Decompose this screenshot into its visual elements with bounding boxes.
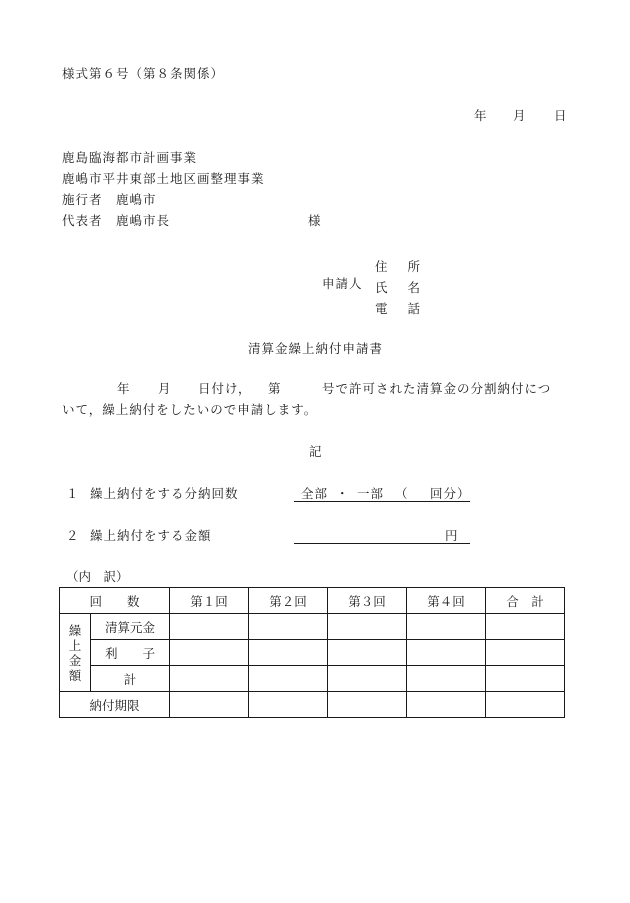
- item1-number: １: [66, 486, 79, 501]
- item1-all: 全部: [301, 486, 329, 501]
- cell-deadline-total[interactable]: [486, 692, 565, 718]
- table-row: [60, 666, 565, 692]
- executor-value: 鹿嶋市: [116, 192, 157, 207]
- group-label-prepaid-amount: 繰 上 金 額: [60, 614, 91, 692]
- item1-part: 一部: [357, 486, 385, 501]
- representative-label: 代表者: [62, 213, 103, 228]
- item1-underline: [294, 501, 470, 502]
- honorific: 様: [308, 213, 321, 228]
- body-text-line1: 号で許可された清算金の分割納付につ: [322, 381, 552, 396]
- row-label-subtotal: 計: [91, 666, 170, 692]
- item1-suffix: 回分）: [430, 486, 471, 501]
- item2-unit: 円: [445, 528, 458, 543]
- applicant-label: 申請人: [322, 276, 363, 291]
- body-month: 月: [158, 381, 171, 396]
- cell-interest-total[interactable]: [486, 640, 565, 666]
- row-label-deadline: 納付期限: [60, 692, 170, 718]
- project-name: 鹿島臨海都市計画事業: [62, 150, 198, 165]
- table-row: [60, 640, 565, 666]
- body-year: 年: [117, 381, 130, 396]
- item1-label: 繰上納付をする分納回数: [90, 486, 239, 501]
- item2-underline: [294, 543, 470, 544]
- document-title: 清算金繰上納付申請書: [248, 341, 384, 356]
- cell-subtotal-total[interactable]: [486, 666, 565, 692]
- cell-subtotal-4[interactable]: [407, 666, 486, 692]
- item1-dot: ・: [336, 486, 349, 501]
- body-text-line2: いて，繰上納付をしたいので申請します。: [62, 402, 318, 417]
- header-count-label: 回 数: [60, 588, 170, 614]
- cell-principal-1[interactable]: [170, 614, 249, 640]
- body-dai: 第: [268, 381, 281, 396]
- header-col-total: 合 計: [486, 588, 565, 614]
- header-col-2: 第２回: [249, 588, 328, 614]
- cell-principal-4[interactable]: [407, 614, 486, 640]
- date-month-label: 月: [513, 108, 526, 123]
- cell-subtotal-2[interactable]: [249, 666, 328, 692]
- cell-subtotal-3[interactable]: [328, 666, 407, 692]
- cell-subtotal-1[interactable]: [170, 666, 249, 692]
- header-col-3: 第３回: [328, 588, 407, 614]
- breakdown-caption: （内 訳）: [66, 569, 129, 584]
- header-col-1: 第１回: [170, 588, 249, 614]
- cell-interest-2[interactable]: [249, 640, 328, 666]
- date-day-label: 日: [554, 108, 567, 123]
- table-row: [60, 692, 565, 718]
- cell-interest-3[interactable]: [328, 640, 407, 666]
- row-label-interest: 利 子: [91, 640, 170, 666]
- applicant-phone-label: 電 話: [375, 301, 420, 316]
- item2-label: 繰上納付をする金額: [90, 528, 212, 543]
- cell-deadline-1[interactable]: [170, 692, 249, 718]
- breakdown-table: [59, 587, 565, 718]
- cell-deadline-3[interactable]: [328, 692, 407, 718]
- cell-principal-total[interactable]: [486, 614, 565, 640]
- header-col-4: 第４回: [407, 588, 486, 614]
- executor-label: 施行者: [62, 192, 103, 207]
- cell-principal-3[interactable]: [328, 614, 407, 640]
- applicant-name-label: 氏 名: [375, 280, 420, 295]
- table-header-row: [60, 588, 565, 614]
- form-number: 様式第６号（第８条関係）: [62, 66, 225, 81]
- cell-interest-4[interactable]: [407, 640, 486, 666]
- cell-deadline-4[interactable]: [407, 692, 486, 718]
- row-label-principal: 清算元金: [91, 614, 170, 640]
- body-dated: 日付け，: [198, 381, 252, 396]
- cell-principal-2[interactable]: [249, 614, 328, 640]
- cell-interest-1[interactable]: [170, 640, 249, 666]
- item1-paren-open: （: [395, 486, 408, 501]
- applicant-address-label: 住 所: [375, 259, 420, 274]
- sub-project-name: 鹿嶋市平井東部土地区画整理事業: [62, 171, 265, 186]
- table-row: [60, 614, 565, 640]
- cell-deadline-2[interactable]: [249, 692, 328, 718]
- date-year-label: 年: [474, 108, 487, 123]
- item2-number: ２: [66, 528, 79, 543]
- ki-mark: 記: [309, 444, 322, 459]
- representative-value: 鹿嶋市長: [116, 213, 171, 228]
